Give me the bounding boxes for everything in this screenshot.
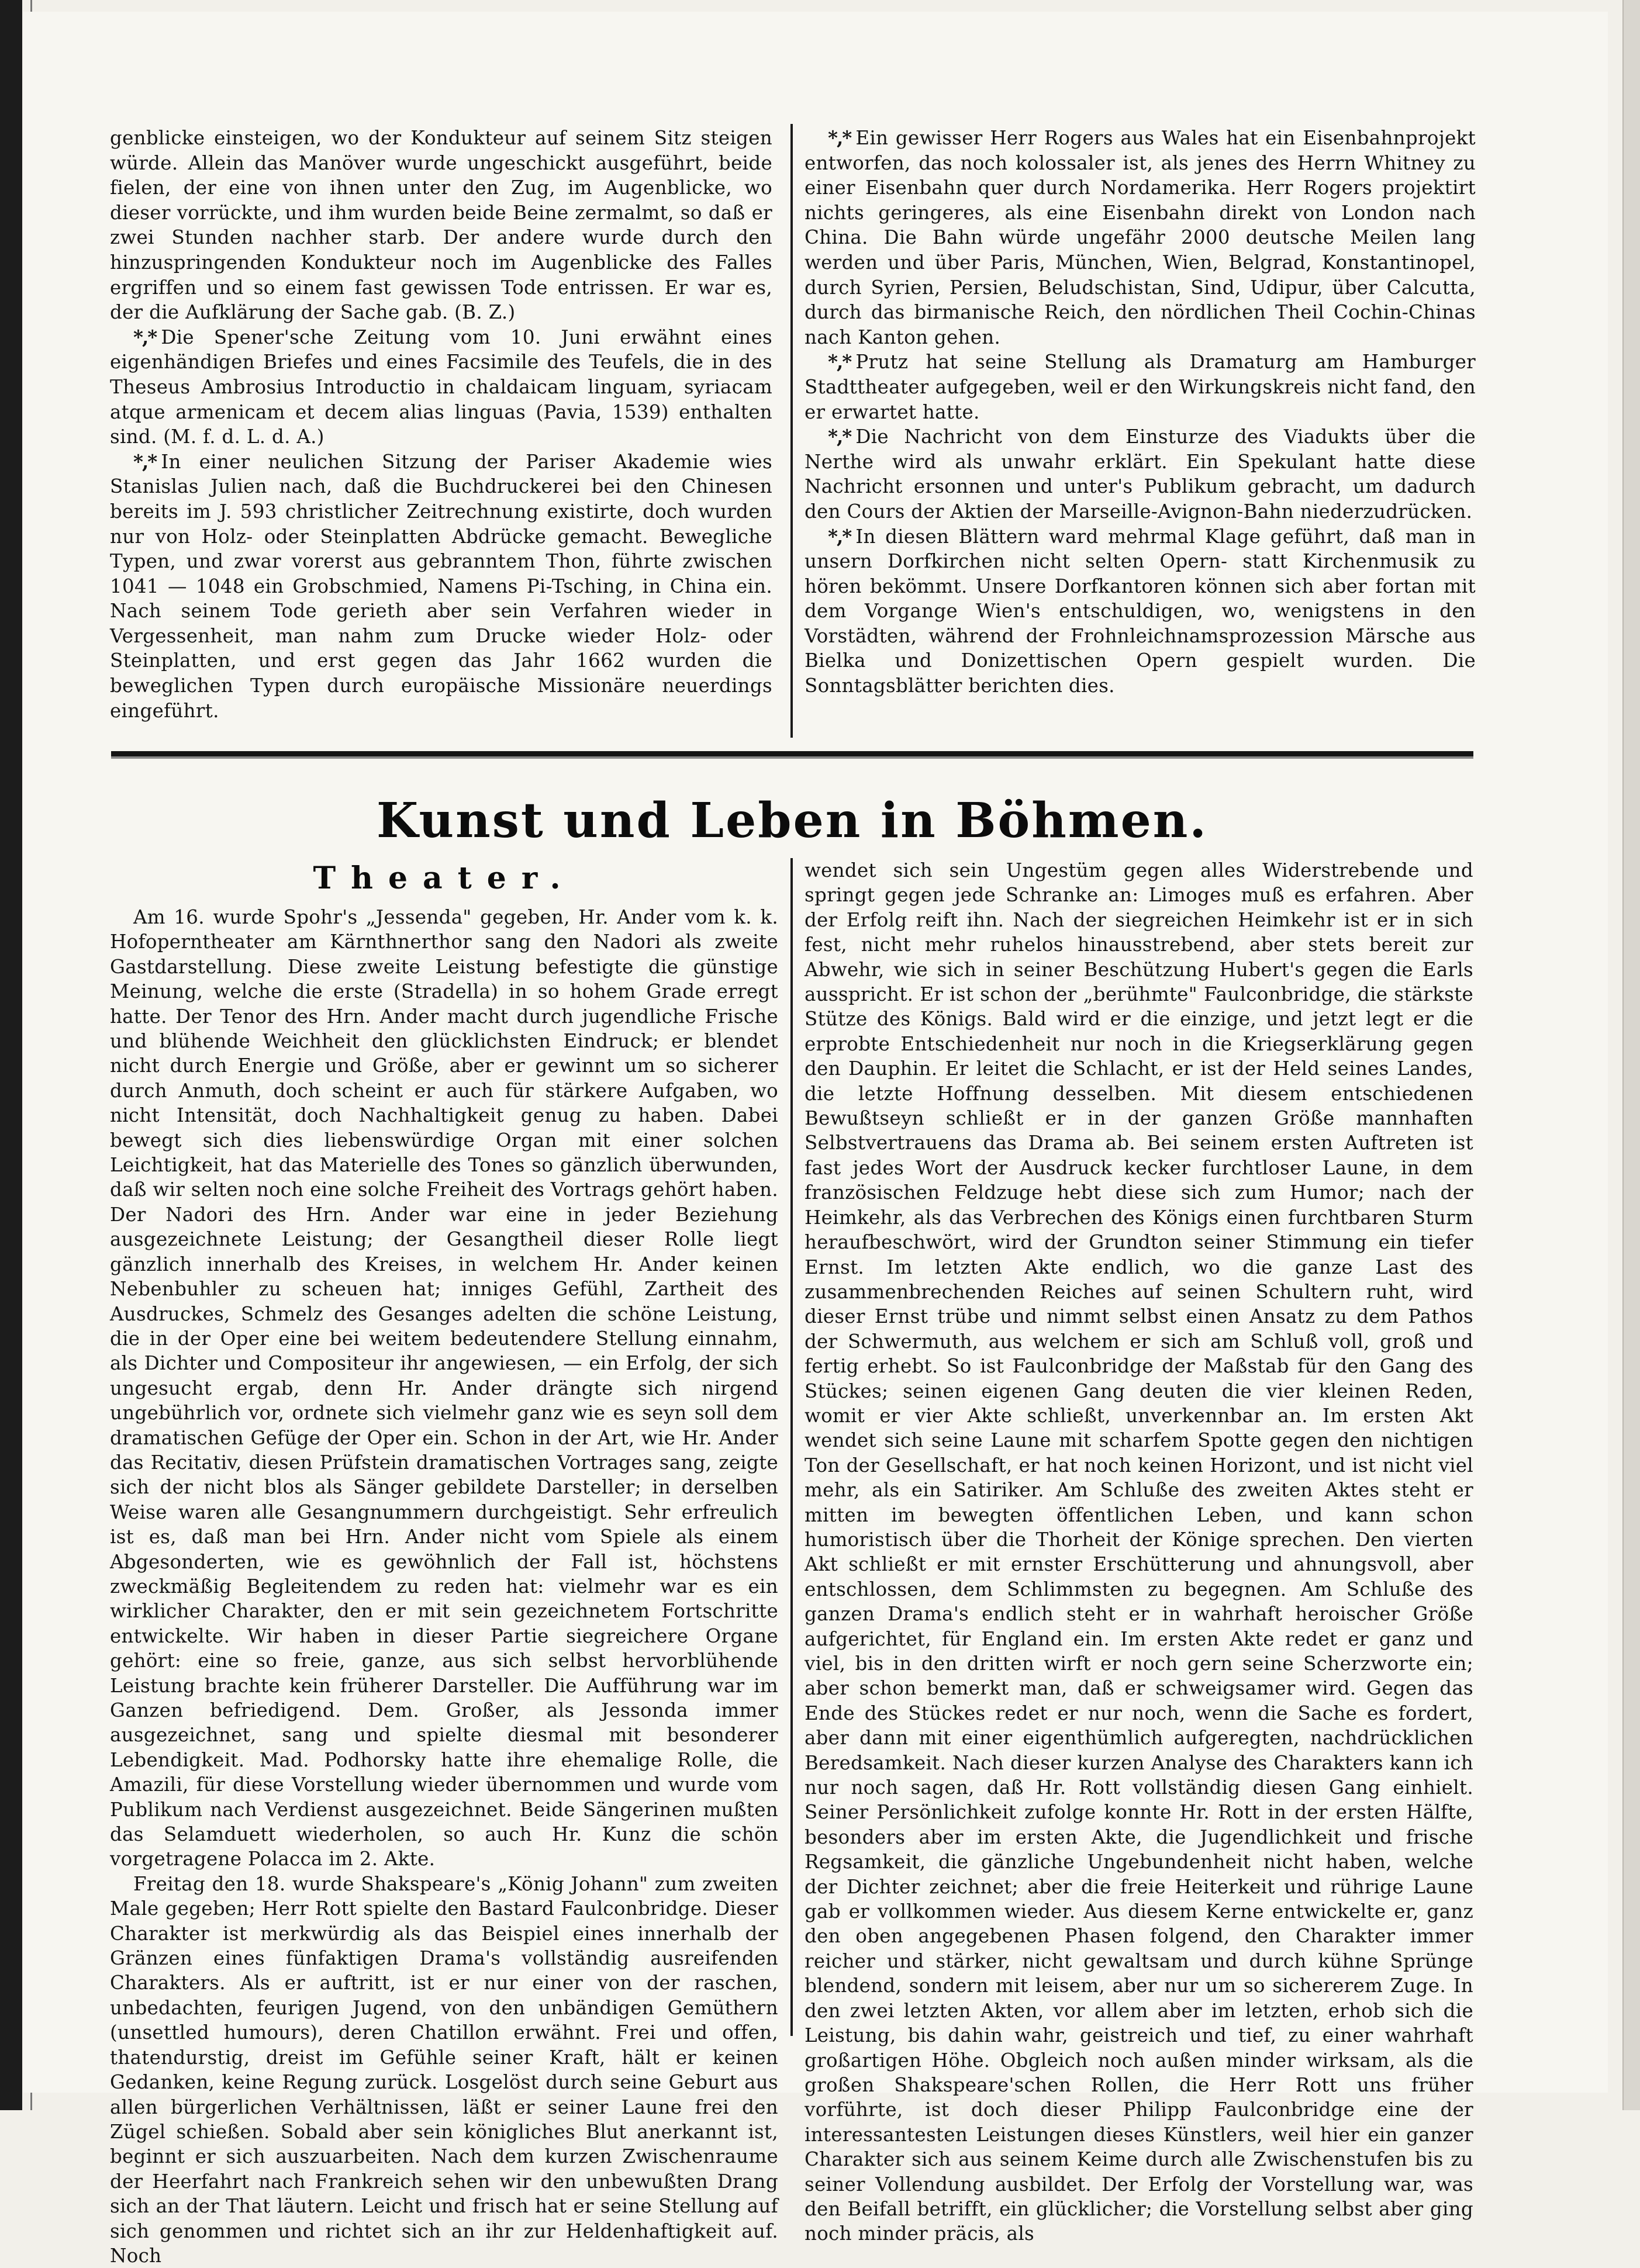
asterism-mark: *,* [133, 325, 157, 348]
news-item [110, 126, 772, 325]
news-item-text: Prutz hat seine Stellung als Dramaturg am Hamburger Stadttheater aufgegeben, weil er den Wirkungskreis nicht fand, den er erwartet hatte. [805, 351, 1476, 423]
asterism-mark: *,* [133, 450, 157, 473]
news-item-text: genblicke einsteigen, wo der Kondukteur auf seinem Sitz steigen würde. Allein das Manöver wurde ungeschickt ausgeführt, beide fielen, der eine von ihnen unter den Zug, im Augenblicke, wo dieser vorrückte, und ihm wurden beide Beine zermalmt, so daß er zwei Stunden nachher starb. Der andere wurde durch den hinzuspringenden Kondukteur noch im Augenblicke des Falles ergriffen und so einem fast gewissen Tode entrissen. Er war es, der die Aufklärung der Sache gab. (B. Z.) [110, 127, 772, 324]
bottom-right-column [805, 858, 1473, 2246]
top-left-column [110, 126, 772, 723]
asterism-mark: *,* [828, 126, 851, 149]
page-edge [1622, 0, 1640, 2110]
subsection-heading: Theater. [313, 860, 576, 896]
news-item [805, 350, 1476, 424]
news-item [805, 424, 1476, 524]
news-item [110, 450, 772, 724]
news-item-text: Ein gewisser Herr Rogers aus Wales hat ein Eisenbahnprojekt entworfen, das noch kolossaler ist, als jenes des Herrn Whitney zu einer Eisenbahn quer durch Nordamerika. Herr Rogers projektirt nichts geringeres, als eine Eisenbahn direkt von London nach China. Die Bahn würde ungefähr 2000 deutsche Meilen lang werden und über Paris, München, Wien, Belgrad, Konstantinopel, durch Syrien, Persien, Beludschistan, Sind, Udipur, über Calcutta, durch das birmanische Reich, den nördlichen Theil Cochin-Chinas nach Kanton gehen. [805, 127, 1476, 348]
asterism-mark: *,* [828, 425, 851, 448]
article-paragraph: wendet sich sein Ungestüm gegen alles Widerstrebende und springt gegen jede Schranke an: Limoges muß es erfahren. Aber der Erfolg reift ihn. Nach der siegreichen Heimkehr ist er in sich fest, nicht mehr ruhelos hinausstrebend, aber stets bereit zur Abwehr, wie sich in seiner Beschützung Hubert's gegen die Earls ausspricht. Er ist schon der „berühmte" Faulconbridge, die stärkste Stütze des Königs. Bald wird er die einzige, und jetzt legt er die erprobte Entschiedenheit nur noch in die Kriegserklärung gegen den Dauphin. Er leitet die Schlacht, er ist der Held seines Landes, die letzte Hoffnung desselben. Mit diesem entschiedenen Bewußtseyn schließt er in der ganzen Größe mannhaften Selbstvertrauens das Drama ab. Bei seinem ersten Auftreten ist fast jedes Wort der Ausdruck kecker furchtloser Laune, in dem französischen Feldzuge hebt diese sich zum Humor; nach der Heimkehr, als das Verbrechen des Königs einen furchtbaren Sturm heraufbeschwört, wird der Grundton seiner Stimmung ein tiefer Ernst. Im letzten Akte endlich, wo die ganze Last des zusammenbrechenden Reiches auf seinen Schultern ruht, wird dieser Ernst trübe und nimmt selbst einen Ansatz zu dem Pathos der Schwermuth, aus welchem er sich am Schluß voll, groß und fertig erhebt. So ist Faulconbridge der Maßstab für den Gang des Stückes; seinen eigenen Gang deuten die vier kleinen Reden, womit er vier Akte schließt, unverkennbar an. Im ersten Akt wendet sich seine Laune mit scharfem Spotte gegen den nichtigen Ton der Gesellschaft, er hat noch keinen Horizont, und ist nicht viel mehr, als ein Satiriker. Am Schluße des zweiten Aktes steht er mitten im bewegten öffentlichen Leben, und kann schon humoristisch über die Thorheit der Könige sprechen. Den vierten Akt schließt er mit ernster Erschütterung und ahnungsvoll, aber entschlossen, dem Schlimmsten zu begegnen. Am Schluße des ganzen Drama's endlich steht er in wahrhaft heroischer Größe aufgerichtet, für England ein. Im ersten Akte redet er ganz und viel, bis in den dritten wirft er noch gern seine Scherzworte ein; aber schon bemerkt man, daß er schweigsamer wird. Gegen das Ende des Stückes redet er nur noch, wenn die Sache es fordert, aber dann mit einer eigenthümlich aufgeregten, nachdrücklichen Beredsamkeit. Nach dieser kurzen Analyse des Charakters kann ich nur noch sagen, daß Hr. Rott vollständig diesen Gang einhielt. Seiner Persönlichkeit zufolge konnte Hr. Rott in der ersten Hälfte, besonders aber im ersten Akte, die Jugendlichkeit und frische Regsamkeit, die gänzliche Ungebundenheit nicht haben, welche der Dichter zeichnet; aber die freie Heiterkeit und rührige Laune gab er vollkommen wieder. Aus diesem Kerne entwickelte er, ganz den oben angegebenen Phasen folgend, den Charakter immer reicher und stärker, nicht gewaltsam und durch kühne Sprünge blendend, sondern mit leisem, aber nur um so sichererem Zuge. In den zwei letzten Akten, vor allem aber im letzten, erhob sich die Leistung, bis dahin wahr, geistreich und tief, zu einer wahrhaft großartigen Höhe. Obgleich noch außen minder wirksam, als die großen Shakspeare'schen Rollen, die Herr Rott uns früher vorführte, ist doch dieser Philipp Faulconbridge eine der interessantesten Leistungen dieses Künstlers, weil hier ein ganzer Charakter sich aus seinem Keime durch alle Zwischenstufen bis zu seiner Vollendung ausbildet. Der Erfolg der Vorstellung war, was den Beifall betrifft, ein glücklicher; die Vorstellung selbst aber ging noch minder präcis, als [805, 859, 1473, 2245]
news-item [110, 325, 772, 450]
page-binding [0, 0, 22, 2110]
section-divider [111, 751, 1473, 759]
asterism-mark: *,* [828, 524, 851, 548]
article-paragraph: Am 16. wurde Spohr's „Jessenda" gegeben, Hr. Ander vom k. k. Hofoperntheater am Kärnthnerthor sang den Nadori als zweite Gastdarstellung. Diese zweite Leistung befestigte die günstige Meinung, welche die erste (Stradella) in so hohem Grade erregt hatte. Der Tenor des Hrn. Ander macht durch jugendliche Frische und blühende Weichheit den glücklichsten Eindruck; er blendet nicht durch Energie und Größe, aber er gewinnt um so sicherer durch Anmuth, doch scheint er auch für stärkere Aufgaben, wo nicht Intensität, doch Nachhaltigkeit genug zu haben. Dabei bewegt sich dies liebenswürdige Organ mit einer solchen Leichtigkeit, hat das Materielle des Tones so gänzlich überwunden, daß wir selten noch eine solche Freiheit des Vortrags gehört haben. Der Nadori des Hrn. Ander war eine in jeder Beziehung ausgezeichnete Leistung; der Gesangtheil dieser Rolle liegt gänzlich innerhalb des Kreises, in welchem Hr. Ander keinen Nebenbuhler zu scheuen hat; inniges Gefühl, Zartheit des Ausdruckes, Schmelz des Gesanges adelten die schöne Leistung, die in der Oper eine bei weitem bedeutendere Stellung einnahm, als Dichter und Compositeur ihr angewiesen, — ein Erfolg, der sich ungesucht ergab, denn Hr. Ander drängte sich nirgend ungebührlich vor, ordnete sich vielmehr ganz wie es seyn soll dem dramatischen Gefüge der Oper ein. Schon in der Art, wie Hr. Ander das Recitativ, diesen Prüfstein dramatischen Vortrages sang, zeigte sich der nicht blos als Sänger gebildete Darsteller; in derselben Weise waren alle Gesangnummern durchgeistigt. Sehr erfreulich ist es, daß man bei Hrn. Ander nicht vom Spiele als einem Abgesonderten, wie es gewöhnlich der Fall ist, höchstens zweckmäßig Begleitendem zu reden hat: vielmehr war es ein wirklicher Charakter, den er mit sein gezeichnetem Fortschritte entwickelte. Wir haben in dieser Partie siegreichere Organe gehört: eine so freie, ganze, aus sich selbst hervorblühende Leistung brachte kein früherer Darsteller. Die Aufführung war im Ganzen befriedigend. Dem. Großer, als Jessonda immer ausgezeichnet, sang und spielte diesmal mit besonderer Lebendigkeit. Mad. Podhorsky hatte ihre ehemalige Rolle, die Amazili, für diese Vorstellung wieder übernommen und wurde vom Publikum nach Verdienst ausgezeichnet. Beide Sängerinen mußten das Selamduett wiederholen, so auch Hr. Kunz die schön vorgetragene Polacca im 2. Akte. [110, 906, 778, 1871]
news-item [805, 126, 1476, 350]
section-headline: Kunst und Leben in Böhmen. [377, 793, 1208, 849]
column-divider [790, 124, 793, 738]
news-item [805, 524, 1476, 699]
bottom-left-column [110, 905, 778, 2268]
news-item-text: Die Nachricht von dem Einsturze des Viadukts über die Nerthe wird als unwahr erklärt. Ein Spekulant hatte diese Nachricht ersonnen und unter's Publikum gebracht, um dadurch den Cours der Aktien der Marseille-Avignon-Bahn niederzudrücken. [805, 426, 1476, 523]
column-divider [790, 858, 793, 2036]
news-item-text: In einer neulichen Sitzung der Pariser Akademie wies Stanislas Julien nach, daß die Buchdruckerei bei den Chinesen bereits im J. 593 christlicher Zeitrechnung existirte, doch wurden nur von Holz- oder Steinplatten Abdrücke gemacht. Bewegliche Typen, und zwar vorerst aus gebranntem Thon, führte zwischen 1041 — 1048 ein Grobschmied, Namens Pi-Tsching, in China ein. Nach seinem Tode gerieth aber sein Verfahren wieder in Vergessenheit, man nahm zum Drucke wieder Holz- oder Steinplatten, und erst gegen das Jahr 1662 wurden die beweglichen Typen durch europäische Missionäre neuerdings eingeführt. [110, 450, 772, 722]
top-right-column [805, 126, 1476, 699]
asterism-mark: *,* [828, 350, 851, 374]
news-item-text: In diesen Blättern ward mehrmal Klage geführt, daß man in unsern Dorfkirchen nicht selten Opern- statt Kirchenmusik zu hören bekömmt. Unsere Dorfkantoren können sich aber fortan mit dem Vorgange Wien's entschuldigen, wo, wenigstens in den Vorstädten, während der Frohnleichnamsprozession Märsche aus Bielka und Donizettischen Opern gespielt wurden. Die Sonntagsblätter berichten dies. [805, 525, 1476, 697]
article-paragraph: Freitag den 18. wurde Shakspeare's „König Johann" zum zweiten Male gegeben; Herr Rott spielte den Bastard Faulconbridge. Dieser Charakter ist merkwürdig als das Beispiel eines innerhalb der Gränzen eines fünfaktigen Drama's vollständig ausreifenden Charakters. Als er auftritt, ist er nur einer von der raschen, unbedachten, feurigen Jugend, von den unbändigen Gemüthern (unsettled humours), deren Chatillon erwähnt. Frei und offen, thatendurstig, dreist im Gefühle seiner Kraft, hält er keinen Gedanken, keine Regung zurück. Losgelöst durch seine Geburt aus allen bürgerlichen Verhältnissen, läßt er seiner Laune frei den Zügel schießen. Sobald aber sein königliches Blut anerkannt ist, beginnt er sich auszuarbeiten. Nach dem kurzen Zwischenraume der Heerfahrt nach Frankreich sehen wir den unbewußten Drang sich an der That läutern. Leicht und frisch hat er seine Stellung auf sich genommen und richtet sich an ihr zur Heldenhaftigkeit auf. Noch [110, 1872, 778, 2267]
news-item-text: Die Spener'sche Zeitung vom 10. Juni erwähnt eines eigenhändigen Briefes und eines Facsimile des Teufels, die in des Theseus Ambrosius Introductio in chaldaicam linguam, syriacam atque armenicam et decem alias linguas (Pavia, 1539) enthalten sind. (M. f. d. L. d. A.) [110, 326, 772, 448]
